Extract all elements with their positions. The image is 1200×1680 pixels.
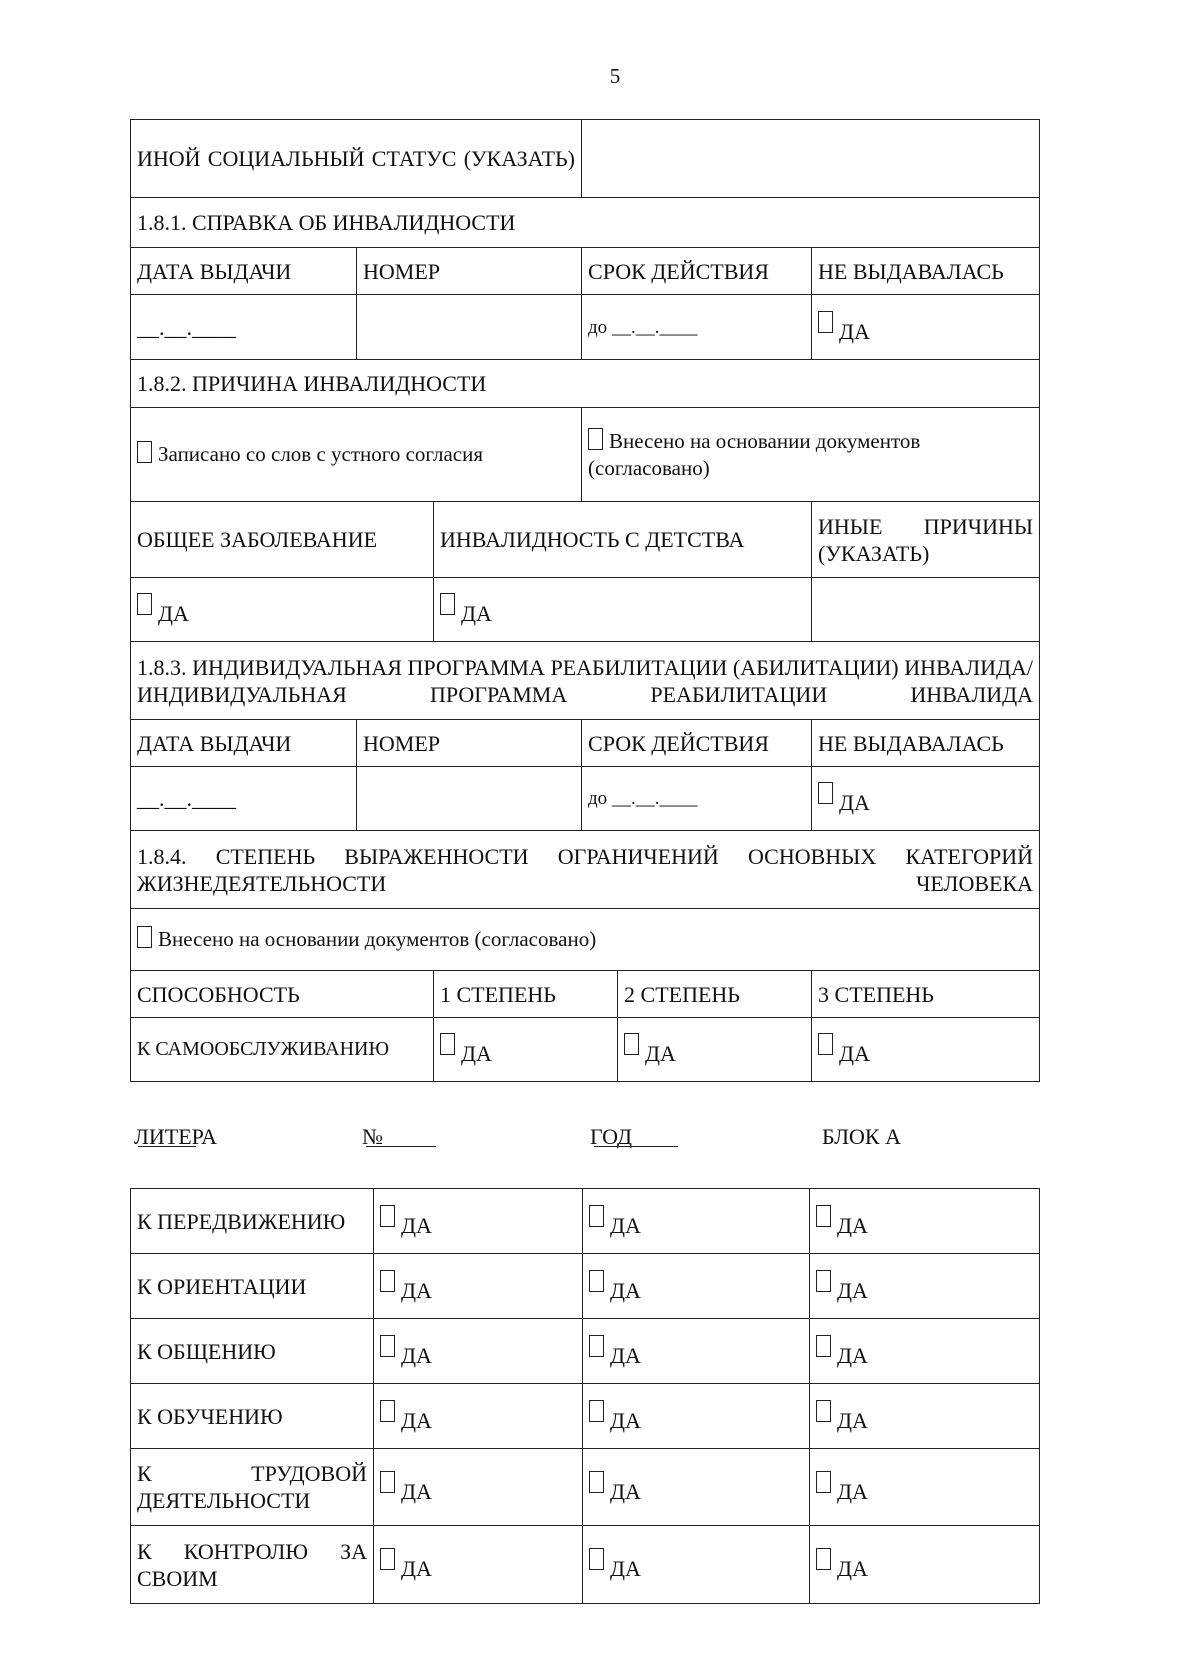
yes-label: ДА (839, 790, 870, 815)
cert-not-issued-checkbox[interactable] (818, 311, 833, 333)
cause-other-field[interactable] (812, 578, 1040, 642)
page-footer (134, 1124, 1034, 1154)
movement-degree-2-checkbox[interactable] (589, 1205, 604, 1227)
cause-childhood-header: ИНВАЛИДНОСТЬ С ДЕТСТВА (434, 502, 812, 578)
yes-label: ДА (839, 318, 870, 344)
limitations-continued-table (130, 1188, 1040, 1604)
page-number: 5 (609, 64, 621, 88)
learning-degree-2-checkbox[interactable] (589, 1400, 604, 1422)
year-label: ГОД (590, 1124, 632, 1149)
yes-label: ДА (401, 1478, 432, 1504)
yes-label: ДА (401, 1407, 432, 1433)
validity-prefix: до (588, 788, 608, 809)
cert-validity-header: СРОК ДЕЙСТВИЯ (582, 248, 812, 295)
rehab-validity-header: СРОК ДЕЙСТВИЯ (582, 720, 812, 767)
yes-label: ДА (401, 1342, 432, 1368)
self-control-degree-1-checkbox[interactable] (380, 1548, 395, 1570)
cause-documents-checkbox[interactable] (588, 428, 603, 450)
degree-1-cell (434, 1018, 618, 1082)
validity-prefix: до (588, 316, 608, 338)
rehab-validity-field[interactable] (582, 767, 812, 831)
degree-1-header: 1 СТЕПЕНЬ (434, 971, 618, 1018)
yes-label: ДА (401, 1212, 432, 1238)
orientation-degree-1-checkbox[interactable] (380, 1270, 395, 1292)
ability-movement: К ПЕРЕДВИЖЕНИЮ (131, 1189, 374, 1254)
self-control-degree-3-cell (810, 1526, 1040, 1604)
degree-2-header: 2 СТЕПЕНЬ (618, 971, 812, 1018)
cert-number-header: НОМЕР (357, 248, 582, 295)
yes-label: ДА (837, 1277, 868, 1303)
work-degree-2-checkbox[interactable] (589, 1471, 604, 1493)
cause-documents-option (582, 408, 1040, 502)
limitations-title: 1.8.4. СТЕПЕНЬ ВЫРАЖЕННОСТИ ОГРАНИЧЕНИЙ ОСНОВНЫХ КАТЕГОРИЙ ЖИЗНЕДЕЯТЕЛЬНОСТИ ЧЕЛОВЕКА (131, 831, 1040, 909)
cause-oral-label: Записано со слов с устного согласия (158, 442, 483, 466)
self-control-degree-1-cell (374, 1526, 583, 1604)
rehab-not-issued-checkbox[interactable] (818, 782, 833, 804)
communication-degree-2-cell (583, 1319, 810, 1384)
work-degree-1-checkbox[interactable] (380, 1471, 395, 1493)
rehab-number-field[interactable] (357, 767, 582, 831)
self-control-degree-3-checkbox[interactable] (816, 1548, 831, 1570)
yes-label: ДА (401, 1556, 432, 1581)
date-blank: __.__.____ (611, 788, 698, 809)
cause-childhood-checkbox[interactable] (440, 593, 455, 615)
rehab-issue-date-field[interactable] (131, 767, 357, 831)
communication-degree-1-checkbox[interactable] (380, 1335, 395, 1357)
degree-3-checkbox[interactable] (818, 1033, 833, 1055)
self-control-degree-2-cell (583, 1526, 810, 1604)
cause-general-cell (131, 578, 434, 642)
ability-learning: К ОБУЧЕНИЮ (131, 1384, 374, 1449)
cause-documents-label: Внесено на основании документов (согласовано) (588, 428, 921, 480)
communication-degree-1-cell (374, 1319, 583, 1384)
learning-degree-3-checkbox[interactable] (816, 1400, 831, 1422)
cause-other-header: ИНЫЕ ПРИЧИНЫ (УКАЗАТЬ) (812, 502, 1040, 578)
degree-1-checkbox[interactable] (440, 1033, 455, 1055)
year-blank[interactable] (594, 1124, 678, 1147)
litera-label: ЛИТЕРА (134, 1124, 217, 1149)
cause-oral-option (131, 408, 582, 502)
yes-label: ДА (839, 1041, 870, 1066)
other-status-label: ИНОЙ СОЦИАЛЬНЫЙ СТАТУС (УКАЗАТЬ) (131, 120, 582, 198)
rehab-not-issued-header: НЕ ВЫДАВАЛАСЬ (812, 720, 1040, 767)
yes-label: ДА (837, 1407, 868, 1433)
yes-label: ДА (645, 1041, 676, 1066)
orientation-degree-3-cell (810, 1254, 1040, 1319)
cert-not-issued-header: НЕ ВЫДАВАЛАСЬ (812, 248, 1040, 295)
learning-degree-3-cell (810, 1384, 1040, 1449)
date-blank: __.__.____ (137, 786, 236, 811)
learning-degree-1-checkbox[interactable] (380, 1400, 395, 1422)
yes-label: ДА (837, 1556, 868, 1581)
work-degree-3-cell (810, 1449, 1040, 1526)
ability-header: СПОСОБНОСТЬ (131, 971, 434, 1018)
litera-blank[interactable] (138, 1124, 196, 1147)
communication-degree-2-checkbox[interactable] (589, 1335, 604, 1357)
disability-cause-title: 1.8.2. ПРИЧИНА ИНВАЛИДНОСТИ (131, 360, 1040, 408)
yes-label: ДА (610, 1407, 641, 1433)
ability-self-care: К САМООБСЛУЖИВАНИЮ (131, 1018, 434, 1082)
block-label: БЛОК А (822, 1124, 901, 1149)
other-status-field[interactable] (582, 120, 1040, 198)
date-blank: __.__.____ (137, 314, 236, 340)
rehab-not-issued-cell (812, 767, 1040, 831)
rehab-issue-date-header: ДАТА ВЫДАЧИ (131, 720, 357, 767)
cert-validity-field[interactable] (582, 295, 812, 360)
work-degree-3-checkbox[interactable] (816, 1471, 831, 1493)
communication-degree-3-cell (810, 1319, 1040, 1384)
orientation-degree-2-cell (583, 1254, 810, 1319)
limitations-documents-checkbox[interactable] (137, 926, 152, 948)
communication-degree-3-checkbox[interactable] (816, 1335, 831, 1357)
ability-orientation: К ОРИЕНТАЦИИ (131, 1254, 374, 1319)
movement-degree-3-checkbox[interactable] (816, 1205, 831, 1227)
yes-label: ДА (610, 1478, 641, 1504)
cause-general-header: ОБЩЕЕ ЗАБОЛЕВАНИЕ (131, 502, 434, 578)
rehab-program-title: 1.8.3. ИНДИВИДУАЛЬНАЯ ПРОГРАММА РЕАБИЛИТАЦИИ (АБИЛИТАЦИИ) ИНВАЛИДА/ИНДИВИДУАЛЬНАЯ ПРОГРАММА РЕАБИЛИТАЦИИ ИНВАЛИДА (131, 642, 1040, 720)
cause-general-checkbox[interactable] (137, 593, 152, 615)
movement-degree-2-cell (583, 1189, 810, 1254)
ability-self-control: К КОНТРОЛЮ ЗА СВОИМ (131, 1526, 374, 1604)
work-degree-1-cell (374, 1449, 583, 1526)
yes-label: ДА (837, 1478, 868, 1504)
degree-2-cell (618, 1018, 812, 1082)
self-control-degree-2-checkbox[interactable] (589, 1548, 604, 1570)
disability-section-table (130, 119, 1040, 1082)
work-degree-2-cell (583, 1449, 810, 1526)
learning-degree-2-cell (583, 1384, 810, 1449)
orientation-degree-3-checkbox[interactable] (816, 1270, 831, 1292)
degree-3-header: 3 СТЕПЕНЬ (812, 971, 1040, 1018)
date-blank: __.__.____ (611, 316, 698, 338)
rehab-number-header: НОМЕР (357, 720, 582, 767)
cert-issue-date-field[interactable] (131, 295, 357, 360)
ability-communication: К ОБЩЕНИЮ (131, 1319, 374, 1384)
limitations-documents-option (131, 909, 1040, 971)
disability-certificate-title: 1.8.1. СПРАВКА ОБ ИНВАЛИДНОСТИ (131, 198, 1040, 248)
orientation-degree-1-cell (374, 1254, 583, 1319)
cert-number-field[interactable] (357, 295, 582, 360)
ability-work: К ТРУДОВОЙ ДЕЯТЕЛЬНОСТИ (131, 1449, 374, 1526)
orientation-degree-2-checkbox[interactable] (589, 1270, 604, 1292)
movement-degree-3-cell (810, 1189, 1040, 1254)
movement-degree-1-cell (374, 1189, 583, 1254)
degree-3-cell (812, 1018, 1040, 1082)
cause-oral-checkbox[interactable] (137, 441, 152, 463)
cert-issue-date-header: ДАТА ВЫДАЧИ (131, 248, 357, 295)
learning-degree-1-cell (374, 1384, 583, 1449)
cert-not-issued-cell (812, 295, 1040, 360)
degree-2-checkbox[interactable] (624, 1033, 639, 1055)
yes-label: ДА (837, 1212, 868, 1238)
number-label: № (362, 1124, 383, 1149)
yes-label: ДА (461, 1041, 492, 1066)
number-blank[interactable] (366, 1124, 436, 1147)
cause-childhood-cell (434, 578, 812, 642)
yes-label: ДА (158, 601, 189, 626)
yes-label: ДА (461, 601, 492, 626)
yes-label: ДА (610, 1212, 641, 1238)
limitations-documents-label: Внесено на основании документов (согласовано) (158, 927, 597, 951)
movement-degree-1-checkbox[interactable] (380, 1205, 395, 1227)
yes-label: ДА (610, 1556, 641, 1581)
yes-label: ДА (837, 1342, 868, 1368)
yes-label: ДА (610, 1277, 641, 1303)
yes-label: ДА (610, 1342, 641, 1368)
yes-label: ДА (401, 1277, 432, 1303)
